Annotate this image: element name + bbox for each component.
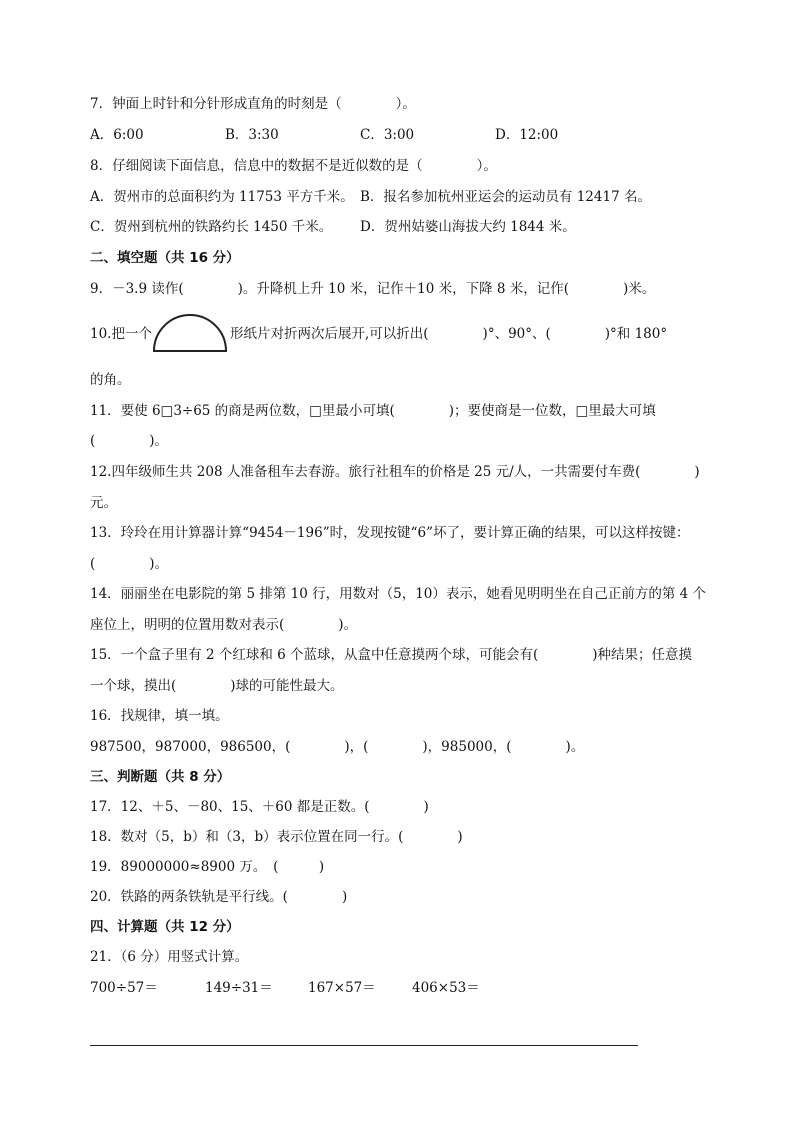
- question-7-option-a: A．6:00: [90, 127, 144, 143]
- question-9: 9．－3.9 读作( )。升降机上升 10 米，记作＋10 米，下降 8 米，记作( )米。: [90, 281, 656, 297]
- question-14-line-1: 14．丽丽坐在电影院的第 5 排第 10 行，用数对（5，10）表示，她看见明明坐在自己正前方的第 4 个: [90, 586, 707, 602]
- section-heading-true-false: 三、判断题（共 8 分）: [90, 769, 231, 785]
- question-8-stem: 8．仔细阅读下面信息，信息中的数据不是近似数的是（ ）。: [90, 158, 497, 174]
- question-20: 20．铁路的两条铁轨是平行线。( ): [90, 889, 348, 905]
- question-10-before: 10.把一个: [90, 326, 152, 342]
- question-11-line-2: ( )。: [90, 433, 169, 449]
- calculation-item-1: 700÷57＝: [90, 980, 158, 996]
- question-12-line-2: 元。: [90, 495, 117, 511]
- calculation-item-2: 149÷31＝: [205, 980, 273, 996]
- question-14-line-2: 座位上，明明的位置用数对表示( )。: [90, 617, 358, 633]
- question-10-after: 形纸片对折两次后展开,可以折出( )°、90°、( )°和 180°: [230, 326, 668, 342]
- section-heading-fill-in: 二、填空题（共 16 分）: [90, 250, 240, 266]
- calculation-item-4: 406×53＝: [412, 980, 480, 996]
- question-7-option-b: B．3:30: [225, 127, 279, 143]
- bottom-divider: [90, 1045, 638, 1046]
- question-15-line-2: 一个球，摸出( )球的可能性最大。: [90, 678, 344, 694]
- question-8-option-a: A．贺州市的总面积约为 11753 平方千米。: [90, 189, 354, 205]
- question-7-option-d: D．12:00: [495, 127, 559, 143]
- question-10-line-2: 的角。: [90, 372, 131, 388]
- question-16-line-1: 16．找规律，填一填。: [90, 708, 229, 724]
- question-7-stem: 7．钟面上时针和分针形成直角的时刻是（ ）。: [90, 96, 416, 112]
- question-19: 19．89000000≈8900 万。 ( ): [90, 859, 325, 875]
- question-8-option-c: C．贺州到杭州的铁路约长 1450 千米。: [90, 219, 333, 235]
- question-15-line-1: 15．一个盒子里有 2 个红球和 6 个蓝球，从盒中任意摸两个球，可能会有( )种结果；任意摸: [90, 647, 693, 663]
- question-16-line-2: 987500，987000，986500，( )，( )，985000，( )。: [90, 739, 585, 755]
- question-12-line-1: 12.四年级师生共 208 人准备租车去春游。旅行社租车的价格是 25 元/人，一共需要付车费( ): [90, 464, 700, 480]
- question-18: 18．数对（5，b）和（3，b）表示位置在同一行。( ): [90, 829, 463, 845]
- semicircle-figure: [152, 313, 228, 353]
- question-13-line-1: 13．玲玲在用计算器计算“9454－196”时，发现按键“6”坏了，要计算正确的结果，可以这样按键：: [90, 525, 690, 541]
- calculation-item-3: 167×57＝: [308, 980, 376, 996]
- question-8-option-b: B．报名参加杭州亚运会的运动员有 12417 名。: [360, 189, 651, 205]
- question-8-option-d: D．贺州姑婆山海拔大约 1844 米。: [360, 219, 576, 235]
- question-11-line-1: 11．要使 6□3÷65 的商是两位数，□里最小可填( )；要使商是一位数，□里最大可填: [90, 403, 656, 419]
- question-21-stem: 21．（6 分）用竖式计算。: [90, 949, 249, 965]
- question-13-line-2: ( )。: [90, 556, 169, 572]
- section-heading-calculation: 四、计算题（共 12 分）: [90, 919, 240, 935]
- question-7-option-c: C．3:00: [360, 127, 415, 143]
- question-17: 17．12、＋5、－80、15、＋60 都是正数。( ): [90, 799, 429, 815]
